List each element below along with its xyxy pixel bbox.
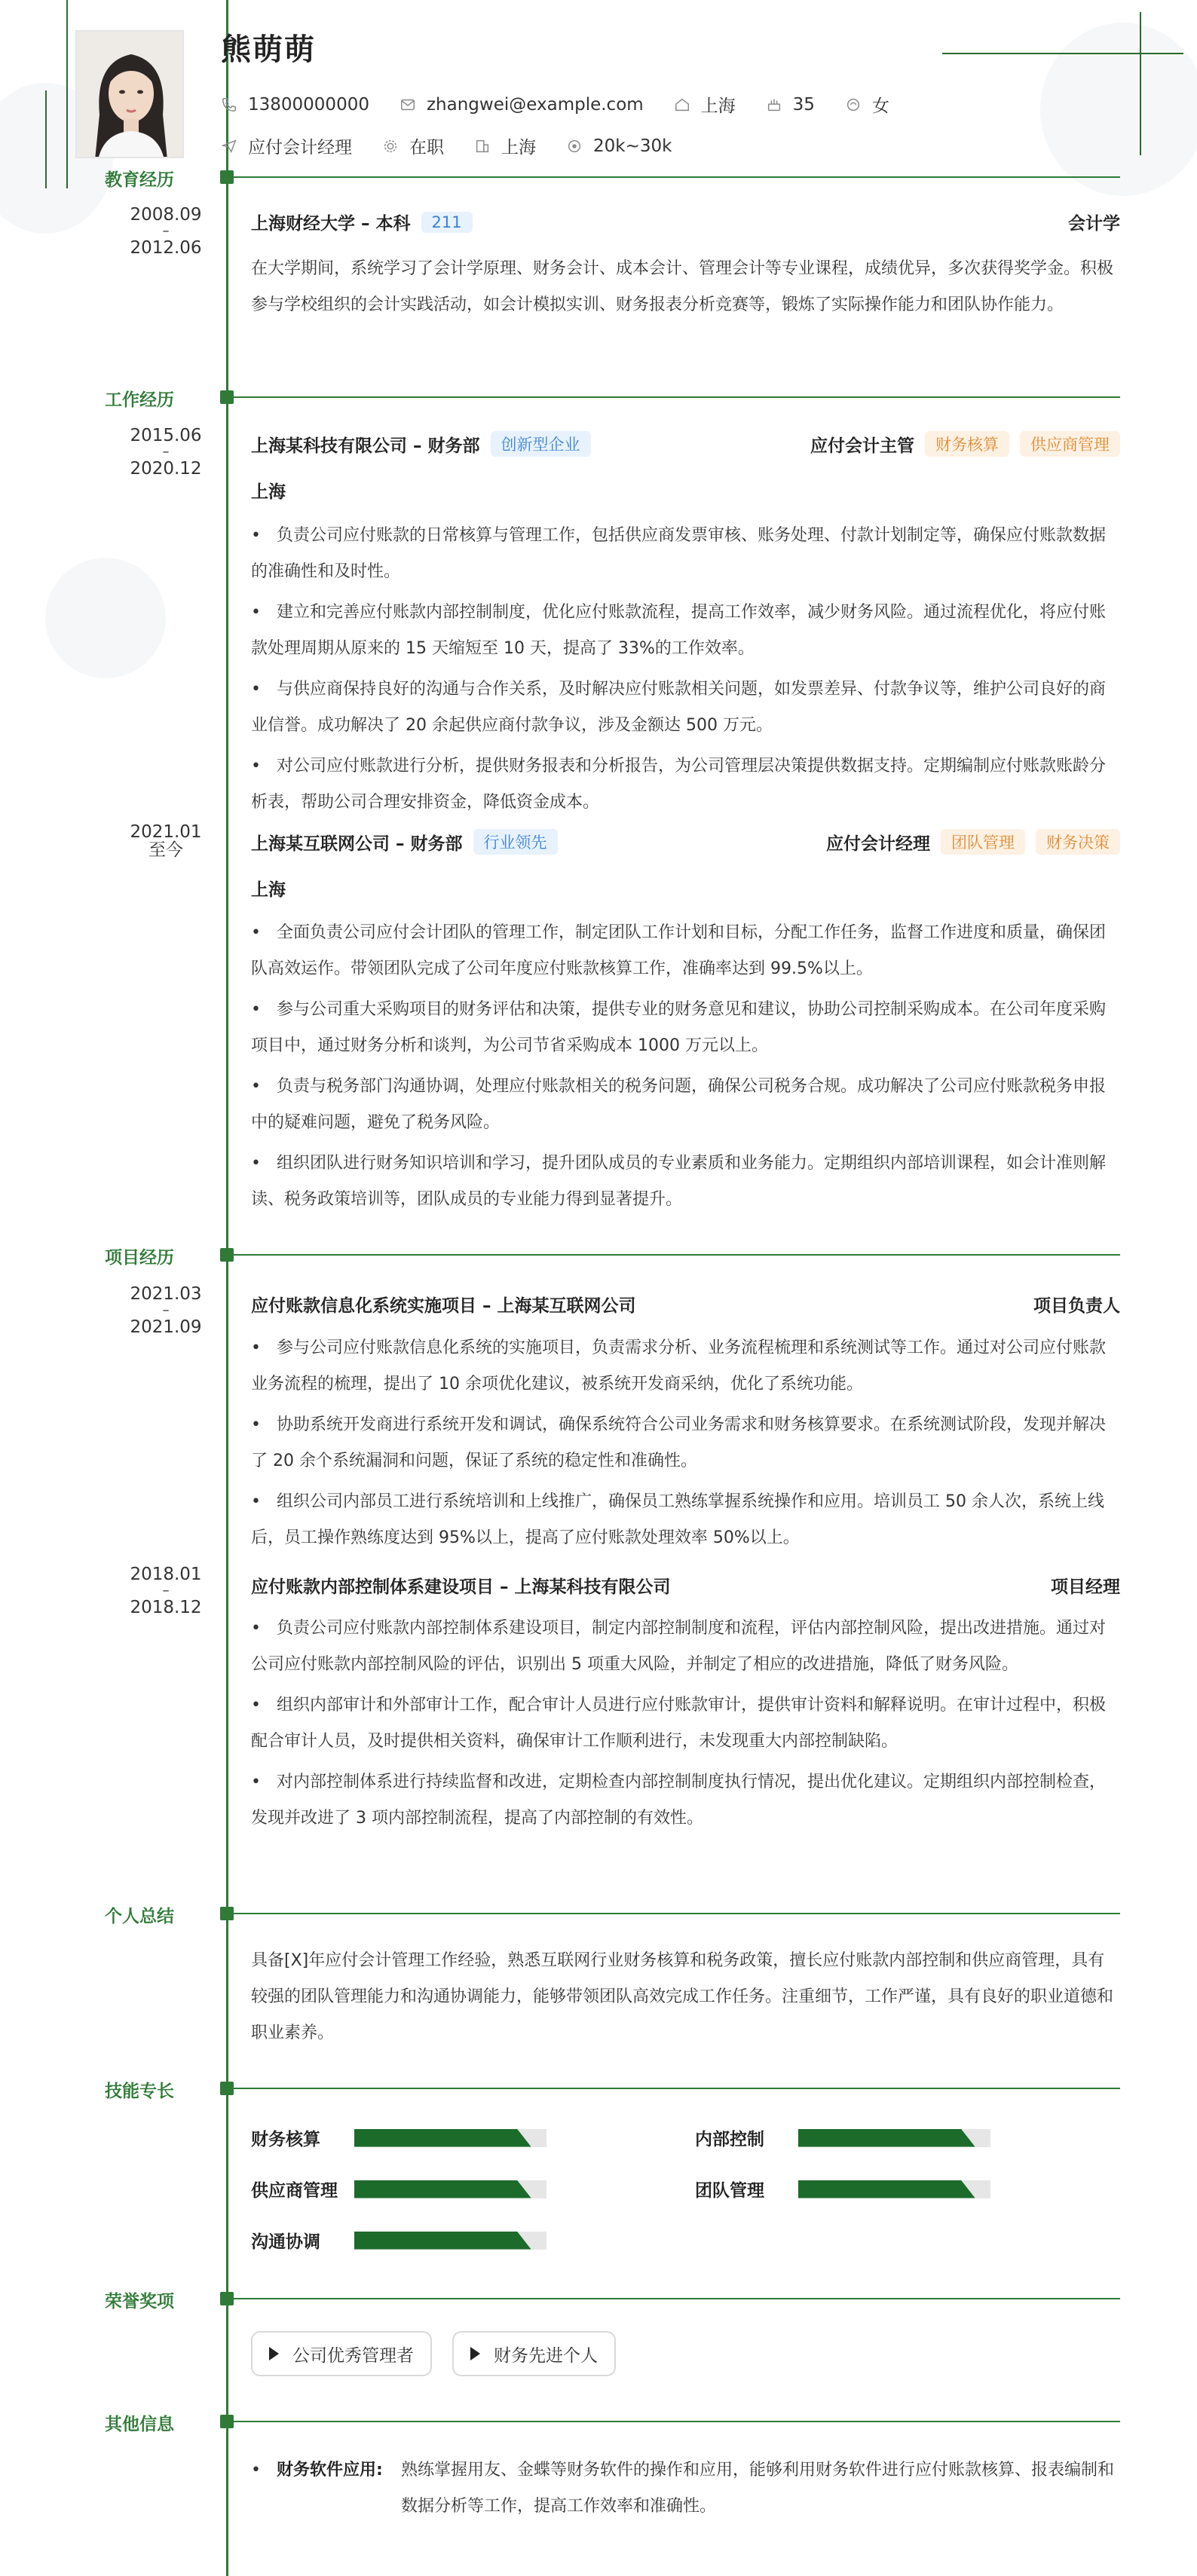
project-role: 项目经理 (1051, 1577, 1120, 1597)
section-title-honors: 荣誉奖项 (105, 2292, 174, 2311)
date-end: 至今 (148, 840, 183, 860)
project-1-header (251, 1292, 1120, 1317)
decor-line (1140, 12, 1141, 155)
status-text: 在职 (409, 138, 444, 158)
section-title-education: 教育经历 (105, 170, 174, 190)
skill-bar (354, 2180, 546, 2198)
decor-line (45, 90, 47, 188)
project-role: 项目负责人 (1033, 1296, 1120, 1316)
send-icon (221, 138, 237, 154)
email-item (400, 95, 644, 115)
date-end: 2012.06 (130, 238, 202, 258)
bullet-item: • 组织团队进行财务知识培训和学习，提升团队成员的专业素质和业务能力。定期组织内部培训课程，如会计准则解读、税务政策培训等，团队成员的专业能力得到显著提升。 (251, 1146, 1120, 1218)
date-start: 2015.06 (130, 426, 202, 445)
project-title: 应付账款信息化系统实施项目 – 上海某互联网公司 (251, 1296, 636, 1316)
project-2-date (98, 1565, 234, 1617)
work-2-date (98, 823, 234, 859)
bullet-dot: • (251, 2461, 261, 2480)
skill-bar (798, 2129, 990, 2147)
gear-icon (382, 138, 399, 154)
date-end: 2018.12 (130, 1598, 202, 1617)
work-1-city: 上海 (251, 482, 286, 502)
bullet-item: • 建立和完善应付账款内部控制制度，优化应付账款流程，提高工作效率，减少财务风险。通过流程优化，将应付账款处理周期从原来的 15 天缩短至 10 天，提高了 33%的工作效率。 (251, 595, 1120, 667)
date-start: 2021.01 (130, 822, 202, 842)
status-item (382, 133, 444, 158)
honor-badge (452, 2331, 616, 2376)
skill-tag: 供应商管理 (1020, 431, 1120, 457)
section-divider (234, 2421, 1120, 2422)
section-marker (220, 170, 234, 184)
contact-row (221, 92, 920, 117)
date-sep: – (162, 1302, 170, 1318)
skill-bar (354, 2232, 546, 2250)
work-2-header (251, 829, 1120, 855)
skill-row (251, 2177, 546, 2201)
date-end: 2021.09 (130, 1317, 202, 1337)
honor-text: 公司优秀管理者 (292, 2345, 414, 2366)
salary-item (566, 136, 672, 156)
bullet-item: • 负责公司应付账款的日常核算与管理工作，包括供应商发票审核、账务处理、付款计划制定等，确保应付账款数据的准确性和及时性。 (251, 518, 1120, 590)
gender-item (845, 92, 889, 117)
skill-name: 供应商管理 (251, 2181, 338, 2201)
other-info-value: 熟练掌握用友、金蝶等财务软件的操作和应用，能够利用财务软件进行应付账款核算、报表编制和数据分析等工作，提高工作效率和准确性。 (401, 2461, 1115, 2516)
section-divider (234, 1913, 1120, 1914)
bullet-item: • 参与公司应付账款信息化系统的实施项目，负责需求分析、业务流程梳理和系统测试等工作。通过对公司应付账款业务流程的梳理，提出了 10 余项优化建议，被系统开发商采纳，优化了系统功能。 (251, 1330, 1120, 1403)
date-sep: – (162, 444, 170, 460)
bullet-item: • 负责公司应付账款内部控制体系建设项目，制定内部控制制度和流程，评估内部控制风险，提出改进措施。通过对公司应付账款内部控制风险的评估，识别出 5 项重大风险，并制定了相应的改进措施，降低了财务风险。 (251, 1611, 1120, 1683)
section-title-skills: 技能专长 (105, 2082, 174, 2101)
section-marker (220, 2082, 234, 2095)
bullet-item: • 组织内部审计和外部审计工作，配合审计人员进行应付账款审计，提供审计资料和解释说明。在审计过程中，积极配合审计人员，及时提供相关资料，确保审计工作顺利进行，未发现重大内部控制缺陷。 (251, 1687, 1120, 1760)
decor-circle (1040, 23, 1197, 196)
education-description: 在大学期间，系统学习了会计学原理、财务会计、成本会计、管理会计等专业课程，成绩优异，多次获得奖学金。积极参与学校组织的会计实践活动，如会计模拟实训、财务报表分析竞赛等，锻炼了实际操作能力和团队协作能力。 (251, 259, 1114, 314)
project-1-bullets (251, 1330, 1120, 1561)
skill-tag: 财务核算 (925, 431, 1009, 457)
date-sep: – (162, 1583, 170, 1599)
email-icon (400, 96, 416, 113)
work-1-bullets (251, 518, 1120, 825)
education-header (251, 210, 1120, 234)
bullet-item: • 负责与税务部门沟通协调，处理应付账款相关的税务问题，确保公司税务合规。成功解决了公司应付账款税务申报中的疑难问题，避免了税务风险。 (251, 1069, 1120, 1141)
education-date (98, 206, 234, 257)
skill-name: 财务核算 (251, 2130, 320, 2149)
phone-icon (221, 96, 237, 113)
skill-row (695, 2125, 990, 2150)
date-start: 2008.09 (130, 205, 202, 225)
skill-row (251, 2228, 546, 2253)
company-tag: 创新型企业 (491, 431, 591, 457)
email-text: zhangwei@example.com (426, 94, 644, 115)
project-2-header (251, 1573, 1120, 1598)
decor-circle (45, 558, 166, 678)
decor-line (942, 53, 1183, 54)
skill-bar (354, 2129, 546, 2147)
skill-tag: 财务决策 (1036, 829, 1120, 855)
date-start: 2021.03 (130, 1284, 202, 1304)
section-marker (220, 1907, 234, 1920)
money-icon (566, 138, 583, 154)
bullet-item: • 参与公司重大采购项目的财务评估和决策，提供专业的财务意见和建议，协助公司控制采购成本。在公司年度采购项目中，通过财务分析和谈判，为公司节省采购成本 1000 万元以上。 (251, 992, 1120, 1064)
work-2-bullets (251, 915, 1120, 1222)
bullet-item: • 协助系统开发商进行系统开发和调试，确保系统符合公司业务需求和财务核算要求。在系统测试阶段，发现并解决了 20 余个系统漏洞和问题，保证了系统的稳定性和准确性。 (251, 1407, 1120, 1479)
section-marker (220, 1248, 234, 1262)
bullet-item: • 对公司应付账款进行分析，提供财务报表和分析报告，为公司管理层决策提供数据支持。定期编制应付账款账龄分析表，帮助公司合理安排资金，降低资金成本。 (251, 748, 1120, 821)
building-icon (474, 138, 491, 154)
city-item (674, 92, 736, 117)
skill-row (251, 2125, 546, 2150)
section-marker (220, 390, 234, 404)
project-title: 应付账款内部控制体系建设项目 – 上海某科技有限公司 (251, 1577, 671, 1597)
project-2-bullets (251, 1611, 1120, 1841)
section-marker (220, 2415, 234, 2428)
skill-bar-fill (354, 2180, 531, 2198)
section-divider (234, 396, 1120, 398)
section-title-work: 工作经历 (105, 390, 174, 410)
candidate-name: 熊萌萌 (221, 32, 316, 67)
section-divider (234, 1254, 1120, 1256)
other-info-item (251, 2452, 1120, 2525)
company-name: 上海某互联网公司 – 财务部 (251, 834, 463, 854)
school-tag: 211 (421, 212, 473, 233)
home-icon (674, 96, 690, 113)
skill-name: 团队管理 (695, 2181, 764, 2201)
gender-icon (845, 96, 862, 113)
skill-bar-fill (798, 2129, 975, 2147)
section-divider (234, 2298, 1120, 2299)
age-text: 35 (792, 94, 815, 115)
skill-bar (798, 2180, 990, 2198)
bullet-item: • 组织公司内部员工进行系统培训和上线推广，确保员工熟练掌握系统操作和应用。培训员工 50 余人次，系统上线后，员工操作熟练度达到 95%以上，提高了应付账款处理效率 50%以上。 (251, 1484, 1120, 1556)
cake-icon (766, 96, 782, 113)
honor-text: 财务先进个人 (494, 2345, 598, 2366)
phone-item (221, 95, 369, 115)
section-marker (220, 2292, 234, 2305)
section-divider (234, 2088, 1120, 2089)
bullet-item: • 与供应商保持良好的沟通与合作关系，及时解决应付账款相关问题，如发票差异、付款争议等，维护公司良好的商业信誉。成功解决了 20 余起供应商付款争议，涉及金额达 500 万元。 (251, 672, 1120, 744)
skill-bar-fill (798, 2180, 975, 2198)
work-2-city: 上海 (251, 880, 286, 900)
company-tag: 行业领先 (473, 829, 558, 855)
skill-name: 沟通协调 (251, 2232, 320, 2252)
bullet-item: • 全面负责公司应付会计团队的管理工作，制定团队工作计划和目标，分配工作任务，监督工作进度和质量，确保团队高效运作。带领团队完成了公司年度应付账款核算工作，准确率达到 99.5%以上。 (251, 915, 1120, 987)
intent-row (221, 133, 702, 158)
work-1-header (251, 431, 1120, 457)
date-start: 2018.01 (130, 1565, 202, 1584)
play-icon (470, 2347, 480, 2360)
target-city-text: 上海 (501, 138, 536, 158)
section-title-summary: 个人总结 (105, 1907, 174, 1926)
section-title-other: 其他信息 (105, 2415, 174, 2434)
city-text: 上海 (700, 96, 736, 116)
date-end: 2020.12 (130, 459, 202, 479)
skill-name: 内部控制 (695, 2130, 764, 2149)
gender-text: 女 (871, 96, 889, 116)
honor-badge (251, 2331, 432, 2376)
job-role: 应付会计主管 (810, 436, 914, 456)
skill-row (695, 2177, 990, 2201)
phone-text: 13800000000 (248, 94, 369, 115)
avatar-photo (75, 30, 184, 158)
date-sep: – (162, 223, 170, 239)
section-title-projects: 项目经历 (105, 1248, 174, 1268)
salary-text: 20k~30k (593, 136, 672, 156)
section-divider (234, 176, 1120, 178)
target-job-text: 应付会计经理 (248, 138, 352, 158)
project-1-date (98, 1285, 234, 1336)
summary-text: 具备[X]年应付会计管理工作经验，熟悉互联网行业财务核算和税务政策，擅长应付账款内部控制和供应商管理，具有较强的团队管理能力和沟通协调能力，能够带领团队高效完成工作任务。注重细节，工作严谨，具有良好的职业道德和职业素养。 (251, 1951, 1114, 2042)
work-1-date (98, 427, 234, 478)
age-item (766, 95, 815, 115)
job-item (221, 133, 352, 158)
major-name: 会计学 (1068, 214, 1120, 234)
other-info-key: 财务软件应用: (277, 2461, 383, 2480)
job-role: 应付会计经理 (826, 834, 930, 854)
school-name: 上海财经大学 – 本科 (251, 214, 411, 234)
bullet-item: • 对内部控制体系进行持续监督和改进，定期检查内部控制制度执行情况，提出优化建议。定期组织内部控制检查，发现并改进了 3 项内部控制流程，提高了内部控制的有效性。 (251, 1764, 1120, 1837)
target-city-item (474, 133, 536, 158)
skill-bar-fill (354, 2232, 531, 2250)
portrait-illustration (77, 32, 184, 158)
decor-line (66, 0, 68, 188)
skill-bar-fill (354, 2129, 531, 2147)
company-name: 上海某科技有限公司 – 财务部 (251, 436, 480, 456)
skill-tag: 团队管理 (941, 829, 1025, 855)
play-icon (269, 2347, 279, 2360)
